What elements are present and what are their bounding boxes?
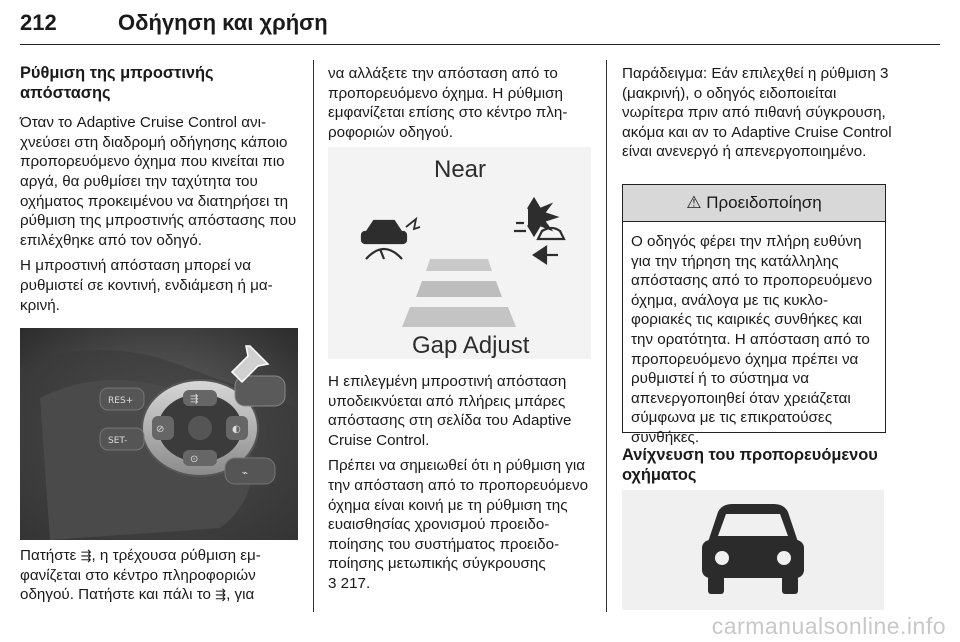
paragraph: Όταν το Adaptive Cruise Control ανιχνεύσει στη διαδρομή οδήγησης κάποιο προπορευόμενο όχημα που κινείται πιο αργά, θα ρυθμίσει την ταχύτητα του οχήματος προκειμένου να διατηρήσει τη ρύθμιση της μπροστινής απόστασης που επιλέχθηκε από τον οδηγό. [20,114,297,249]
text-run: , η τρέχουσα ρύθμιση εμφανίζεται στο κέντρο πληροφοριών οδηγού. Πατήστε και πάλι το [20,547,261,604]
text-run: Πατήστε [20,547,81,564]
paragraph: Πρέπει να σημειωθεί ότι η ρύθμιση για την απόσταση από το προπορευόμενο όχημα είναι κοινή με τη ρύθμιση της ευαισθησίας χρονισμού προειδοποίησης του συστήματος προειδοποίησης μετωπικής σύγκρουσης [328,457,589,573]
column-3-continued [622,446,892,495]
warning-title: Προειδοποίηση [706,193,822,212]
gap-display-image [328,147,591,359]
svg-text:⊙: ⊙ [190,454,199,465]
paragraph: Η επιλεγμένη μπροστινή απόσταση υποδεικνύεται από πλήρεις μπάρες απόστασης στη σελίδα του Adaptive Cruise Control. [328,373,572,449]
vehicle-detected-image [622,490,884,610]
page-reference[interactable]: 3 217. [328,574,371,592]
column-1-continued [20,546,300,611]
paragraph: να αλλάξετε την απόσταση από το προπορευόμενο όχημα. Η ρύθμιση εμφανίζεται επίσης στο κέντρο πληροφοριών οδηγού. [328,65,568,141]
steering-wheel-image [20,328,298,540]
gap-icon: ⇶ [80,548,92,563]
gap-icon: ⇶ [215,587,227,603]
warning-header [623,185,885,222]
svg-text:⌁: ⌁ [242,468,249,479]
column-3 [622,64,892,168]
text-run: , για [226,586,255,604]
paragraph [20,546,300,605]
svg-text:◐: ◐ [232,424,241,435]
section-heading: Ρύθμιση της μπροστινής απόστασης [20,64,214,102]
page-number: 212 [20,10,57,35]
warning-icon: ⚠ [686,193,702,212]
section-heading: Ανίχνευση του προπορευόμενου οχήματος [622,446,878,484]
display-bottom-label: Gap Adjust [412,332,530,359]
warning-box [622,184,886,446]
lead-car-icon [362,219,420,259]
svg-text:⊘: ⊘ [156,424,165,435]
display-top-label: Near [434,156,487,183]
watermark: carmanualsonline.info [711,613,946,639]
car-front-icon [702,504,804,594]
page-title: Οδήγηση και χρήση [118,10,328,35]
paragraph: Η μπροστινή απόσταση μπορεί να ρυθμιστεί σε κοντινή, ενδιάμεση ή μακρινή. [20,257,273,314]
column-1 [20,64,300,321]
column-divider [313,60,314,612]
set-label: SET- [108,436,128,446]
header-rule [20,44,940,45]
paragraph: Παράδειγμα: Εάν επιλεχθεί η ρύθμιση 3 (μακρινή), ο οδηγός ειδοποιείται νωρίτερα πριν από πιθανή σύγκρουση, ακόμα και αν το Adaptive Cruise Control είναι ανενεργό ή απενεργοποιημένο. [622,65,892,161]
warning-text: Ο οδηγός φέρει την πλήρη ευθύνη για την τήρηση της κατάλληλης απόστασης από το προπορευόμενο όχημα, ανάλογα με τις κυκλοφοριακές τις καιρικές συνθήκες και την ορατότητα. Η απόσταση από το προπορευόμενο όχημα πρέπει να ρυθμιστεί ή το σύστημα να απενεργοποιηθεί όταν χρειάζεται σύμφωνα με τις επικρατούσες συνθήκες. [631,233,873,446]
svg-text:⇶: ⇶ [190,394,199,405]
res-label: RES+ [108,396,134,406]
column-2-continued [328,372,596,600]
collision-icon [514,199,564,263]
gap-bars [402,259,516,327]
column-2 [328,64,596,148]
column-divider [606,60,607,612]
